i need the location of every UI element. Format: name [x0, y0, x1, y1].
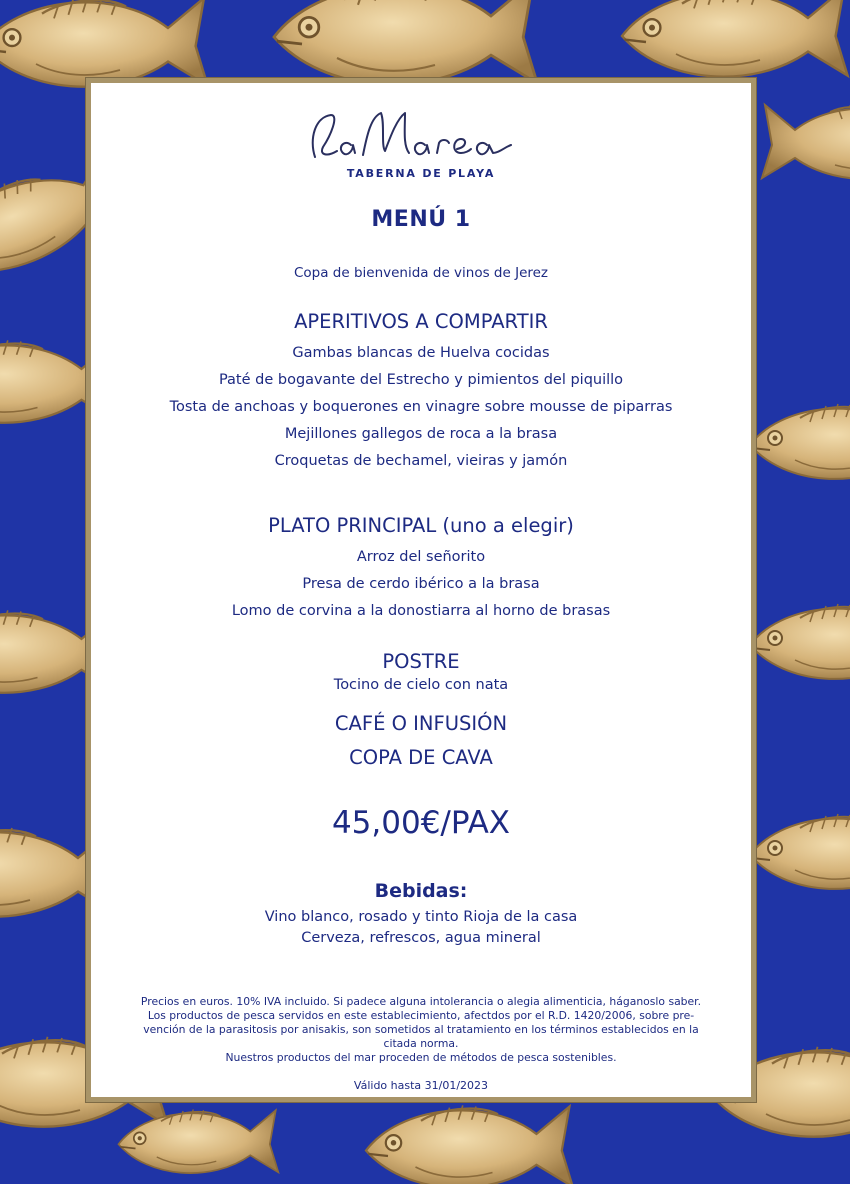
legal-line: Nuestros productos del mar proceden de métodos de pesca sostenibles.: [225, 1051, 617, 1064]
la-marea-logo-icon: [301, 95, 541, 175]
menu-item: Tocino de cielo con nata: [333, 677, 509, 693]
legal-line: Los productos de pesca servidos en este establecimiento, afectdos por el R.D. 1420/2006, sobre pre-: [147, 1009, 695, 1022]
legal-line: vención de la parasitosis por anisakis, son sometidos al tratamiento en los términos establecidos en la: [143, 1023, 699, 1036]
legal-notice: [107, 995, 735, 1065]
menu-item: Lomo de corvina a la donostiarra al horno de brasas: [231, 603, 611, 619]
coffee-line: CAFÉ O INFUSIÓN: [334, 712, 508, 735]
drink-item: Vino blanco, rosado y tinto Rioja de la casa: [264, 909, 578, 925]
section-heading-plato-principal: PLATO PRINCIPAL (uno a elegir): [268, 514, 574, 537]
restaurant-subtitle: TABERNA DE PLAYA: [346, 167, 496, 180]
section-heading-aperitivos: APERITIVOS A COMPARTIR: [294, 310, 548, 333]
menu-item: Arroz del señorito: [356, 549, 486, 565]
menu-item: Mejillones gallegos de roca a la brasa: [284, 426, 558, 442]
menu-item: Tosta de anchoas y boquerones en vinagre sobre mousse de piparras: [169, 399, 673, 415]
cava-line: COPA DE CAVA: [349, 746, 493, 769]
drinks-heading: Bebidas:: [374, 880, 468, 902]
menu-item: Gambas blancas de Huelva cocidas: [292, 345, 550, 361]
menu-card: [86, 78, 756, 1102]
validity-date: Válido hasta 31/01/2023: [353, 1079, 489, 1092]
menu-item: Presa de cerdo ibérico a la brasa: [302, 576, 540, 592]
menu-item: Paté de bogavante del Estrecho y pimientos del piquillo: [218, 372, 624, 388]
menu-item: Croquetas de bechamel, vieiras y jamón: [274, 453, 568, 469]
legal-line: citada norma.: [383, 1037, 459, 1050]
menu-title: MENÚ 1: [371, 207, 471, 232]
menu-price: 45,00€/PAX: [331, 805, 511, 841]
welcome-drink: Copa de bienvenida de vinos de Jerez: [293, 265, 549, 281]
section-heading-postre: POSTRE: [382, 650, 460, 673]
legal-line: Precios en euros. 10% IVA incluido. Si padece alguna intolerancia o alegia alimenticia, háganoslo saber.: [140, 995, 702, 1008]
drink-item: Cerveza, refrescos, agua mineral: [301, 930, 541, 946]
